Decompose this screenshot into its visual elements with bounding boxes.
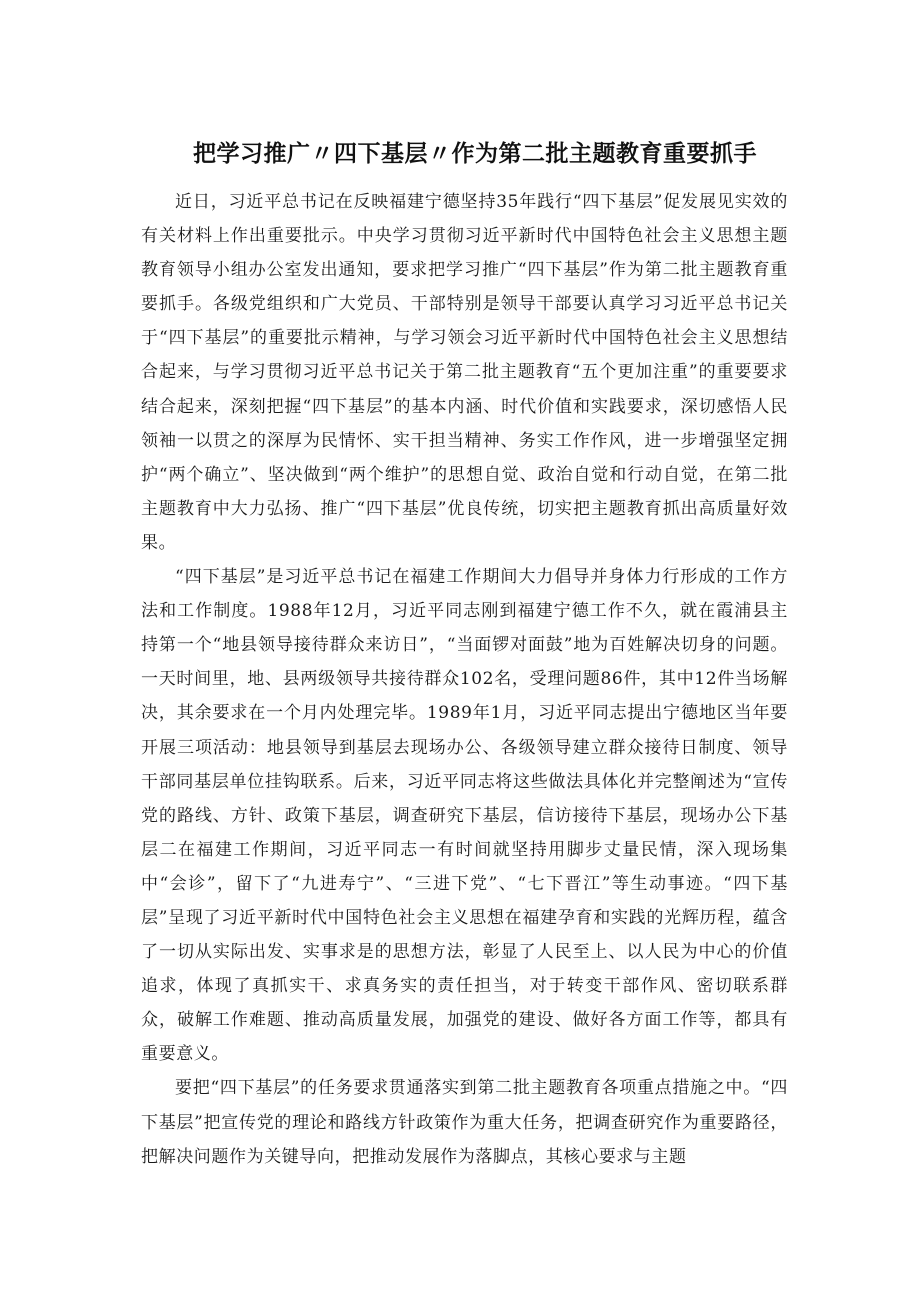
paragraph-3: 要把“四下基层”的任务要求贯通落实到第二批主题教育各项重点措施之中。“四下基层”把宣传党的理论和路线方针政策作为重大任务，把调查研究作为重要路径，把解决问题作为关键导向，把推动发展作为落脚点，其核心要求与主题 [141,1078,788,1167]
paragraph-1: 近日，习近平总书记在反映福建宁德坚持35年践行“四下基层”促发展见实效的有关材料上作出重要批示。中央学习贯彻习近平新时代中国特色社会主义思想主题教育领导小组办公室发出通知，要求把学习推广“四下基层”作为第二批主题教育重要抓手。各级党组织和广大党员、干部特别是领导干部要认真学习习近平总书记关于“四下基层”的重要批示精神，与学习领会习近平新时代中国特色社会主义思想结合起来，与学习贯彻习近平总书记关于第二批主题教育“五个更加注重”的重要要求结合起来，深刻把握“四下基层”的基本内涵、时代价值和实践要求，深切感悟人民领袖一以贯之的深厚为民情怀、实干担当精神、务实工作作风，进一步增强坚定拥护“两个确立”、坚决做到“两个维护”的思想自觉、政治自觉和行动自觉，在第二批主题教育中大力弘扬、推广“四下基层”优良传统，切实把主题教育抓出高质量好效果。 [141,192,788,553]
document-body [141,185,788,1174]
paragraph-2: “四下基层”是习近平总书记在福建工作期间大力倡导并身体力行形成的工作方法和工作制度。1988年12月，习近平同志刚到福建宁德工作不久，就在霞浦县主持第一个“地县领导接待群众来访日”，“当面锣对面鼓”地为百姓解决切身的问题。一天时间里，地、县两级领导共接待群众102名，受理问题86件，其中12件当场解决，其余要求在一个月内处理完毕。1989年1月，习近平同志提出宁德地区当年要开展三项活动：地县领导到基层去现场办公、各级领导建立群众接待日制度、领导干部同基层单位挂钩联系。后来，习近平同志将这些做法具体化并完整阐述为“宣传党的路线、方针、政策下基层，调查研究下基层，信访接待下基层，现场办公下基层二在福建工作期间，习近平同志一有时间就坚持用脚步丈量民情，深入现场集中“会诊”，留下了“九进寿宁”、“三进下党”、“七下晋江”等生动事迹。“四下基层”呈现了习近平新时代中国特色社会主义思想在福建孕育和实践的光辉历程，蕴含了一切从实际出发、实事求是的思想方法，彰显了人民至上、以人民为中心的价值追求，体现了真抓实干、求真务实的责任担当，对于转变干部作风、密切联系群众，破解工作难题、推动高质量发展，加强党的建设、做好各方面工作等，都具有重要意义。 [141,567,788,1065]
document-title: 把学习推广〃四下基层〃作为第二批主题教育重要抓手 [193,141,757,168]
